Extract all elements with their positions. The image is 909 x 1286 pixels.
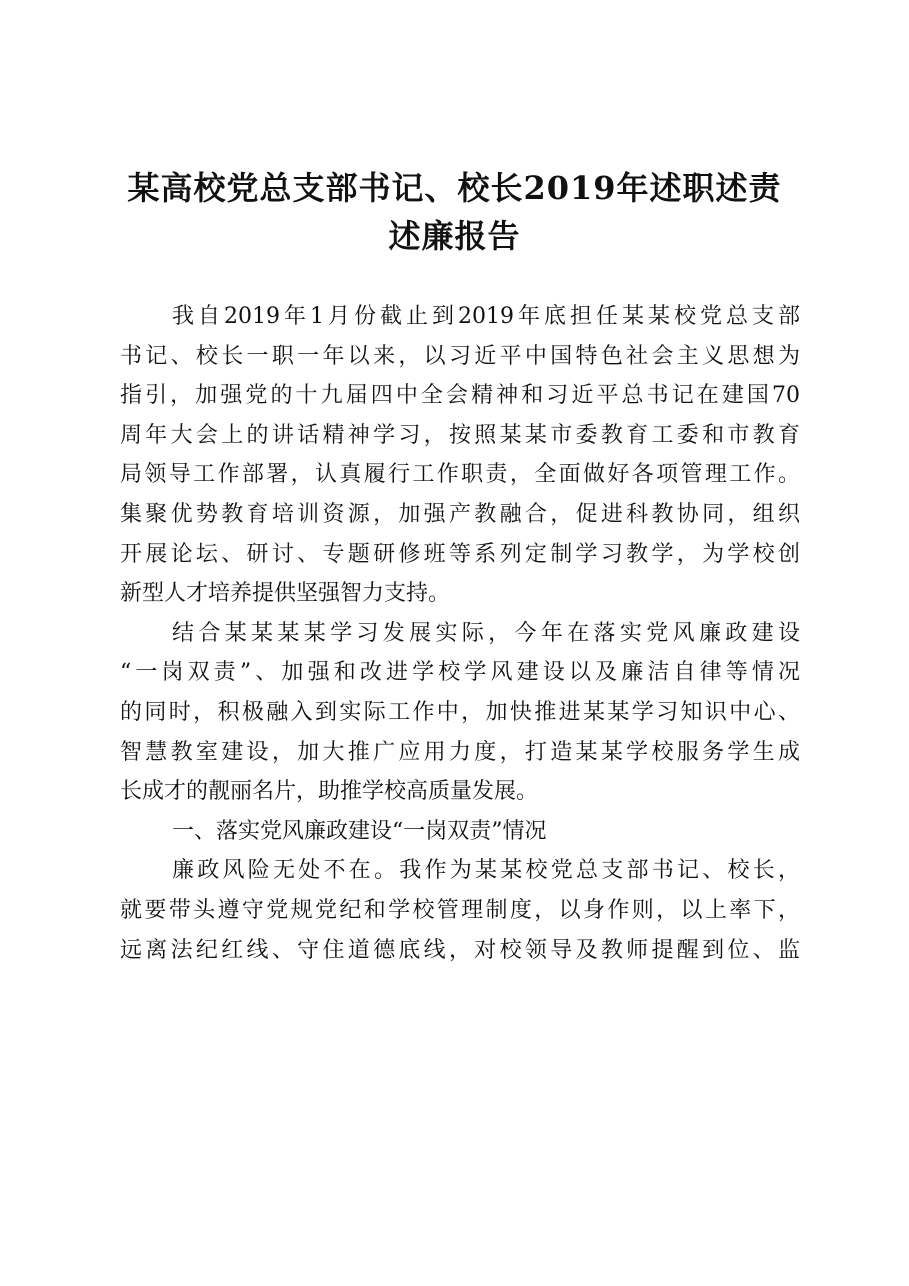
body-text-line: “一岗双责”、加强和改进学校学风建设以及廉洁自律等情况 bbox=[120, 660, 800, 686]
body-text-line: 就要带头遵守党规党纪和学校管理制度，以身作则，以上率下， bbox=[120, 897, 800, 923]
body-text-line: 结合某某某某学习发展实际，今年在落实党风廉政建设 bbox=[172, 620, 800, 646]
body-text-line: 的同时，积极融入到实际工作中，加快推进某某学习知识中心、 bbox=[120, 699, 800, 725]
document-body bbox=[120, 297, 800, 970]
document-title-line-1: 某高校党总支部书记、校长2019年述职述责 bbox=[127, 169, 782, 207]
body-text-line: 局领导工作部署，认真履行工作职责，全面做好各项管理工作。 bbox=[120, 462, 800, 488]
body-text-line: 集聚优势教育培训资源，加强产教融合，促进科教协同，组织 bbox=[120, 501, 800, 527]
body-text-line: 一、落实党风廉政建设“一岗双责”情况 bbox=[172, 818, 547, 844]
body-text-line: 远离法纪红线、守住道德底线，对校领导及教师提醒到位、监 bbox=[120, 937, 800, 963]
body-text-line: 长成才的靓丽名片，助推学校高质量发展。 bbox=[120, 779, 539, 805]
body-text-line: 指引，加强党的十九届四中全会精神和习近平总书记在建国70 bbox=[120, 383, 800, 409]
body-text-line: 廉政风险无处不在。我作为某某校党总支部书记、校长， bbox=[172, 858, 800, 884]
body-text-line: 我自2019年1月份截止到2019年底担任某某校党总支部 bbox=[172, 304, 800, 329]
document-title-line-2: 述廉报告 bbox=[388, 217, 521, 255]
body-text-line: 周年大会上的讲话精神学习，按照某某市委教育工委和市教育 bbox=[120, 422, 800, 448]
body-text-line: 书记、校长一职一年以来，以习近平中国特色社会主义思想为 bbox=[120, 343, 800, 369]
body-text-line: 开展论坛、研讨、专题研修班等系列定制学习教学，为学校创 bbox=[120, 541, 800, 567]
body-text-line: 新型人才培养提供坚强智力支持。 bbox=[120, 581, 451, 607]
body-text-line: 智慧教室建设，加大推广应用力度，打造某某学校服务学生成 bbox=[120, 739, 800, 765]
